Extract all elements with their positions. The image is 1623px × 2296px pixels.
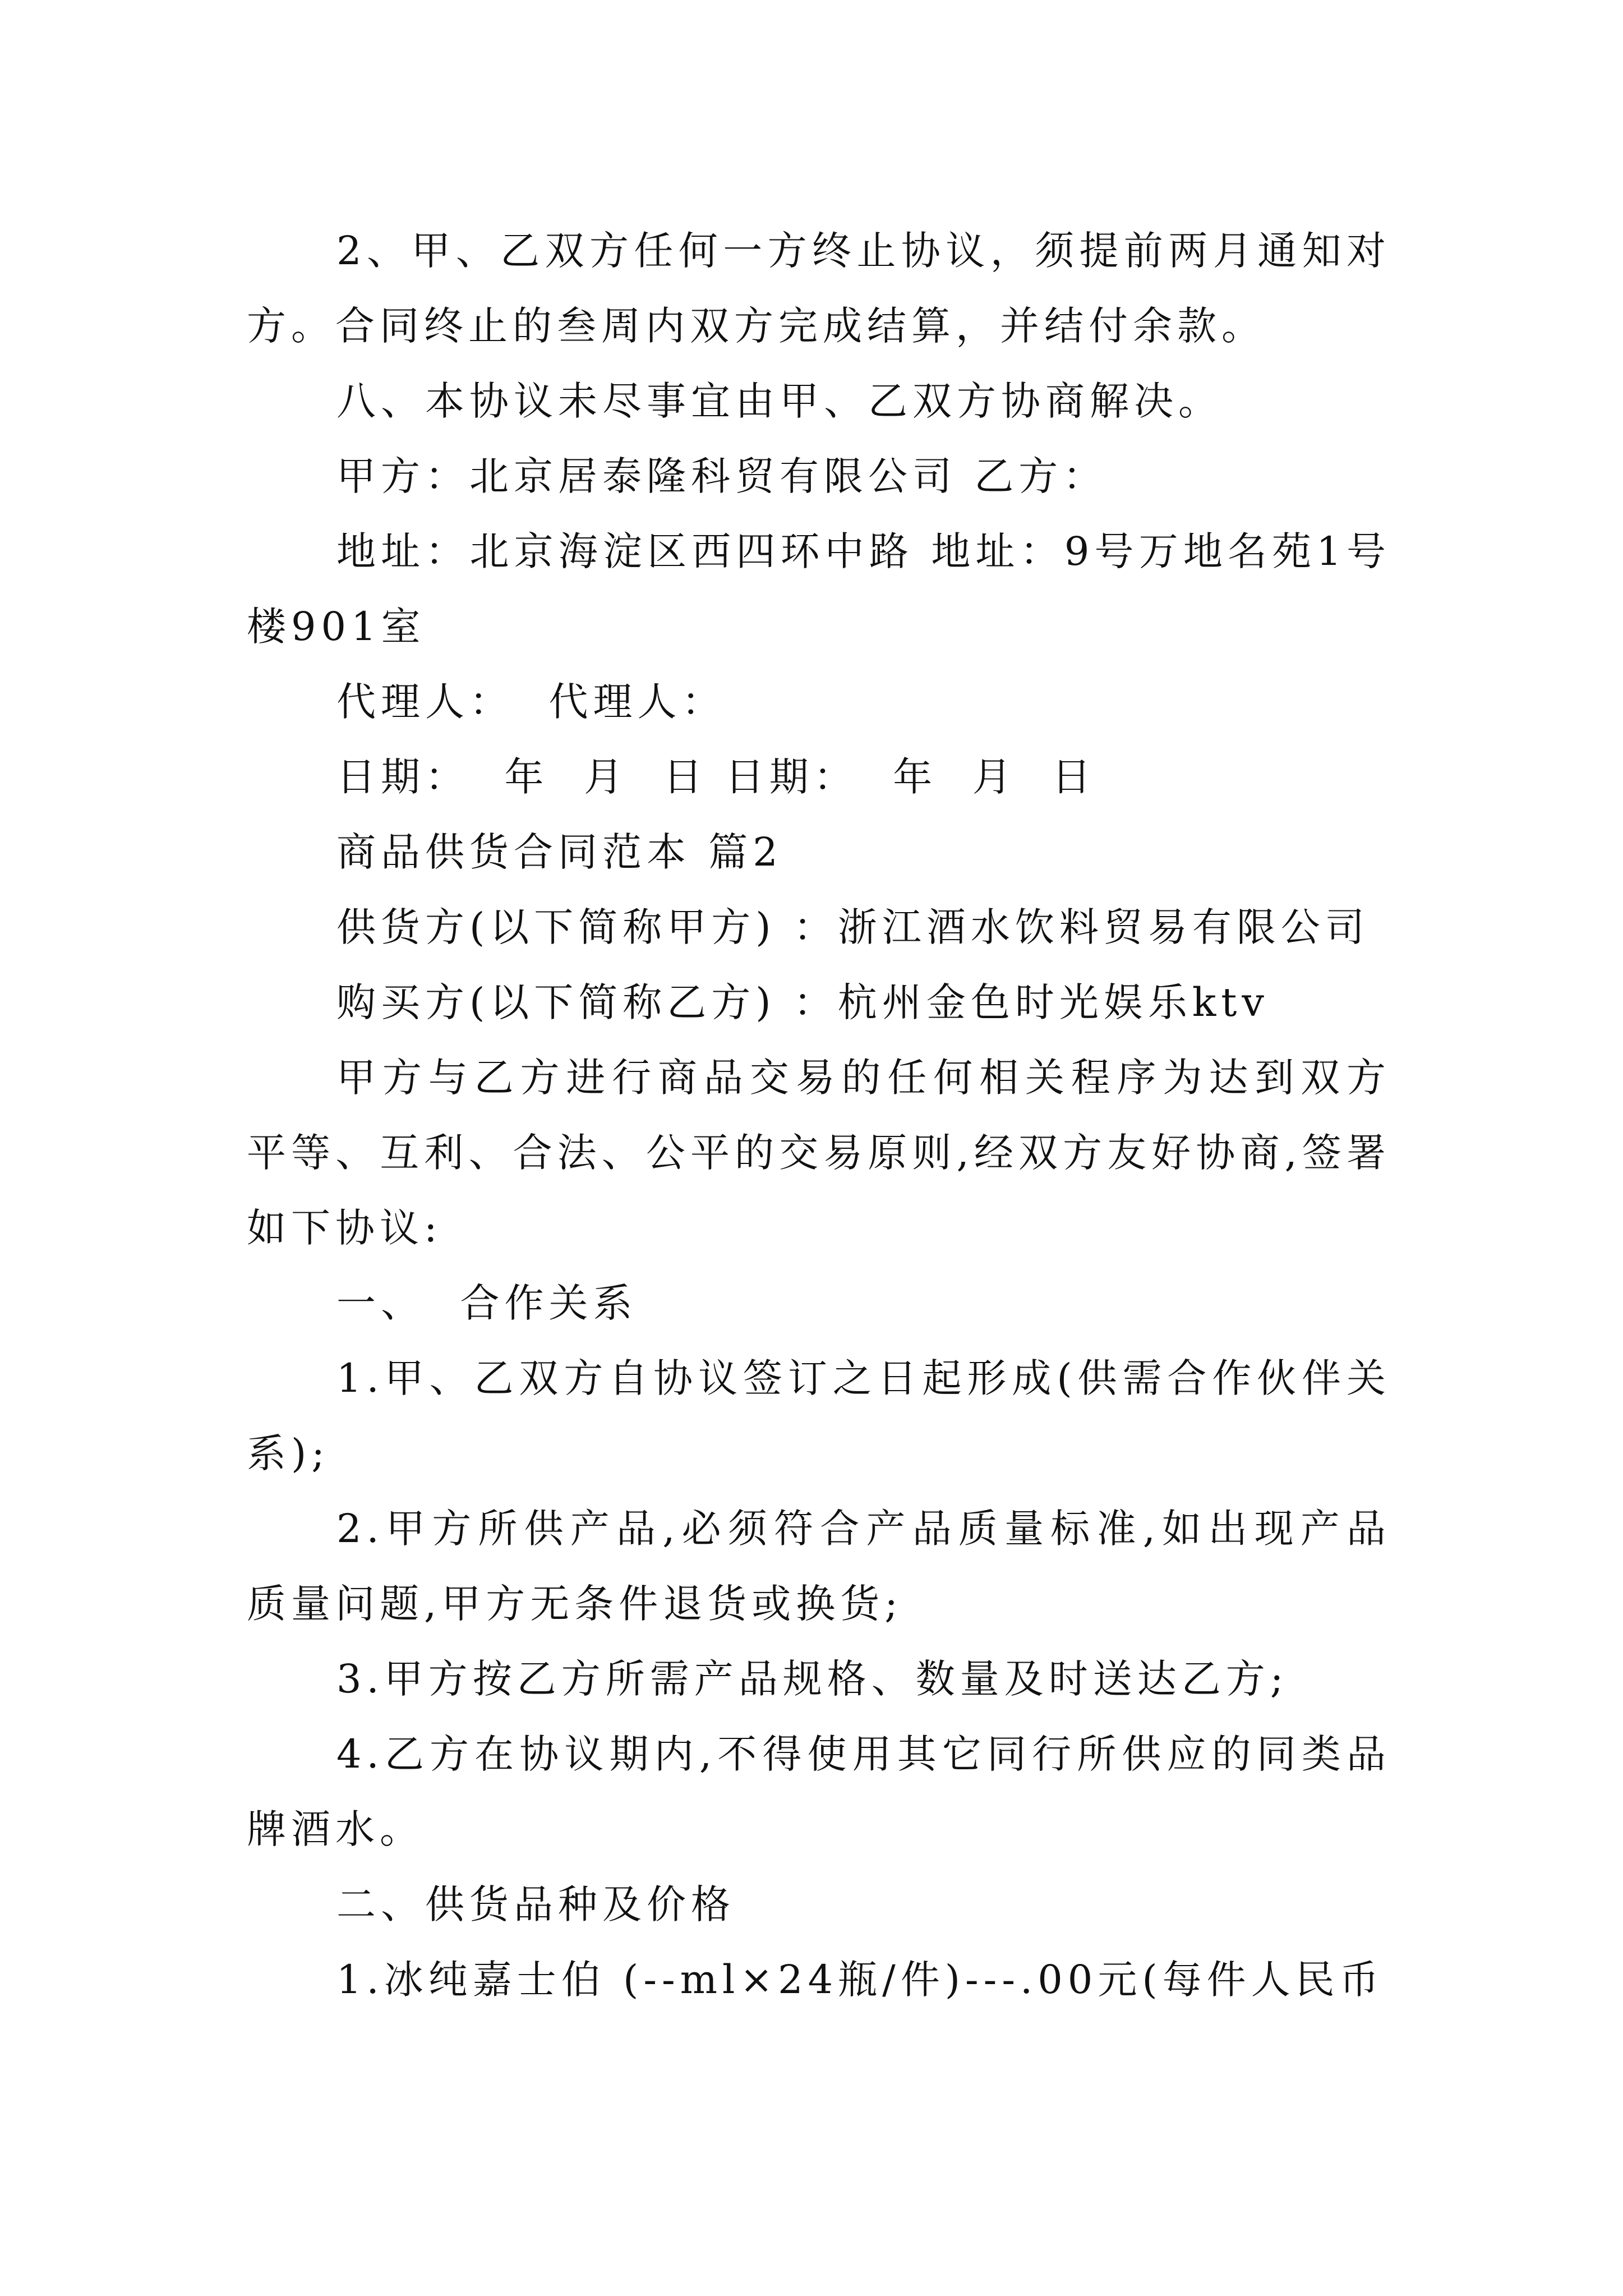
clause-1-1: 1.甲、乙双方自协议签订之日起形成(供需合作伙伴关系); <box>247 1355 1391 1476</box>
paragraph-termination-notice: 2、甲、乙双方任何一方终止协议，须提前两月通知对方。合同终止的叁周内双方完成结算，并结付余款。 <box>247 228 1391 349</box>
document-body <box>247 213 1391 2017</box>
paragraph-agents: 代理人： 代理人： <box>336 679 726 725</box>
paragraph-supplier: 供货方(以下简称甲方) ：浙江酒水饮料贸易有限公司 <box>336 904 1370 950</box>
paragraph-clause-eight: 八、本协议未尽事宜由甲、乙双方协商解决。 <box>336 378 1223 424</box>
clause-1-2: 2.甲方所供产品,必须符合产品质量标准,如出现产品质量问题,甲方无条件退货或换货; <box>247 1506 1391 1627</box>
heading-cooperation: 一、 合作关系 <box>336 1280 638 1326</box>
paragraph-dates: 日期： 年 月 日 日期： 年 月 日 <box>336 754 1096 800</box>
clause-2-1: 1.冰纯嘉士伯 (--ml×24瓶/件)---.00元(每件人民币 <box>336 1957 1384 2003</box>
paragraph-buyer: 购买方(以下简称乙方) ：杭州金色时光娱乐ktv <box>336 979 1269 1025</box>
clause-1-4: 4.乙方在协议期内,不得使用其它同行所供应的同类品牌酒水。 <box>247 1731 1391 1852</box>
paragraph-party-names: 甲方：北京居泰隆科贸有限公司 乙方： <box>336 453 1108 499</box>
heading-products-prices: 二、供货品种及价格 <box>336 1881 735 1927</box>
section-heading-contract-2: 商品供货合同范本 篇2 <box>336 829 783 875</box>
paragraph-preamble: 甲方与乙方进行商品交易的任何相关程序为达到双方平等、互利、合法、公平的交易原则,经双方友好协商,签署如下协议: <box>247 1055 1391 1251</box>
paragraph-party-addresses: 地址：北京海淀区西四环中路 地址：9号万地名苑1号楼901室 <box>247 528 1391 650</box>
clause-1-3: 3.甲方按乙方所需产品规格、数量及时送达乙方; <box>336 1656 1289 1702</box>
